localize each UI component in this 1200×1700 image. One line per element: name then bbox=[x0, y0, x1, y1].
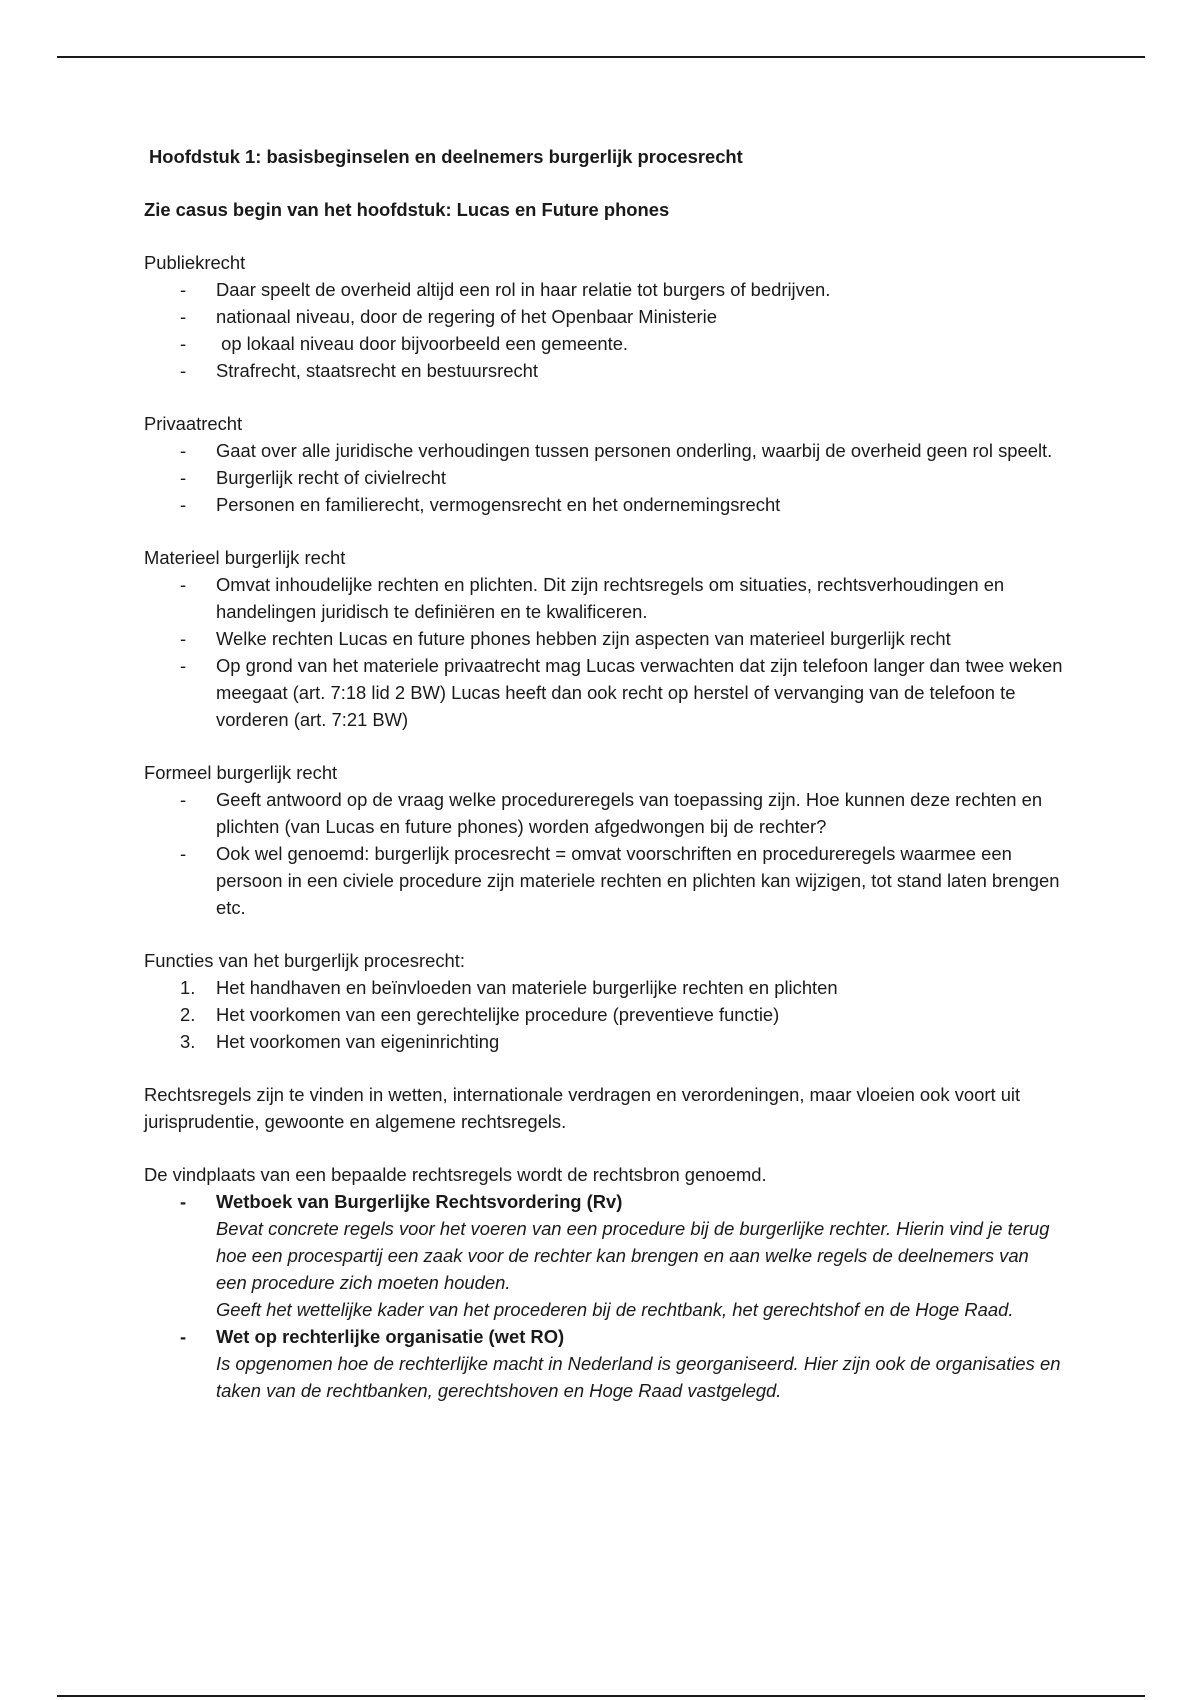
section-heading: Functies van het burgerlijk procesrecht: bbox=[144, 950, 465, 971]
list-item-text: op lokaal niveau door bijvoorbeeld een gemeente. bbox=[216, 333, 629, 354]
dash-marker: - bbox=[180, 333, 187, 354]
bullet-list bbox=[144, 437, 1064, 518]
list-item bbox=[144, 652, 1064, 733]
casus-line: Zie casus begin van het hoofdstuk: Lucas en Future phones bbox=[144, 199, 670, 220]
section-heading: Materieel burgerlijk recht bbox=[144, 547, 346, 568]
source-description: Bevat concrete regels voor het voeren van een procedure bij de burgerlijke rechter. Hierin vind je terug hoe een procespartij een zaak voor de rechter kan brengen en aan welke regels de deelnemers van een procedure zich moeten houden. bbox=[216, 1218, 1050, 1293]
numbered-list bbox=[144, 974, 1064, 1055]
source-description: Is opgenomen hoe de rechterlijke macht in Nederland is georganiseerd. Hier zijn ook de organisaties en taken van de rechtbanken, gerechtshoven en Hoge Raad vastgelegd. bbox=[216, 1353, 1061, 1401]
list-item-text: Het voorkomen van een gerechtelijke procedure (preventieve functie) bbox=[216, 1004, 780, 1025]
section-materieel-recht bbox=[144, 544, 1064, 733]
list-item-text: Strafrecht, staatsrecht en bestuursrecht bbox=[216, 360, 538, 381]
source-description: Geeft het wettelijke kader van het procederen bij de rechtbank, het gerechtshof en de Hoge Raad. bbox=[216, 1299, 1014, 1320]
bottom-rule bbox=[57, 1695, 1145, 1697]
list-item bbox=[144, 303, 1064, 330]
section-privaatrecht bbox=[144, 410, 1064, 518]
list-item bbox=[144, 786, 1064, 840]
vindplaats-intro: De vindplaats van een bepaalde rechtsregels wordt de rechtsbron genoemd. bbox=[144, 1164, 767, 1185]
source-item bbox=[144, 1188, 1064, 1323]
list-item bbox=[144, 571, 1064, 625]
list-item-text: Het handhaven en beïnvloeden van materiele burgerlijke rechten en plichten bbox=[216, 977, 838, 998]
dash-marker: - bbox=[180, 360, 187, 381]
section-functies bbox=[144, 947, 1064, 1055]
list-item bbox=[144, 625, 1064, 652]
list-item bbox=[144, 491, 1064, 518]
list-item-text: Geeft antwoord op de vraag welke procedureregels van toepassing zijn. Hoe kunnen deze rechten en plichten (van Lucas en future phones) worden afgedwongen bij de rechter? bbox=[216, 789, 1043, 837]
dash-marker: - bbox=[180, 467, 187, 488]
top-rule bbox=[57, 56, 1145, 58]
document-title: Hoofdstuk 1: basisbeginselen en deelnemers burgerlijk procesrecht bbox=[149, 146, 743, 167]
section-heading: Publiekrecht bbox=[144, 252, 246, 273]
list-item bbox=[144, 1001, 1064, 1028]
bullet-list bbox=[144, 786, 1064, 921]
list-item bbox=[144, 840, 1064, 921]
dash-marker: - bbox=[180, 789, 187, 810]
list-item-text: Ook wel genoemd: burgerlijk procesrecht = omvat voorschriften en procedureregels waarmee een persoon in een civiele procedure zijn materiele rechten en plichten kan wijzigen, tot stand laten brengen etc. bbox=[216, 843, 1060, 918]
number-marker: 1. bbox=[180, 977, 196, 998]
dash-marker: - bbox=[180, 440, 187, 461]
section-vindplaats bbox=[144, 1161, 1064, 1404]
list-item bbox=[144, 437, 1064, 464]
rechtsregels-paragraph: Rechtsregels zijn te vinden in wetten, internationale verdragen en verordeningen, maar vloeien ook voort uit jurisprudentie, gewoonte en algemene rechtsregels. bbox=[144, 1084, 1021, 1132]
dash-marker: - bbox=[180, 494, 187, 515]
source-name: Wetboek van Burgerlijke Rechtsvordering (Rv) bbox=[216, 1191, 623, 1212]
number-marker: 3. bbox=[180, 1031, 196, 1052]
dash-marker: - bbox=[180, 843, 187, 864]
section-formeel-recht bbox=[144, 759, 1064, 921]
list-item bbox=[144, 276, 1064, 303]
source-name: Wet op rechterlijke organisatie (wet RO) bbox=[216, 1326, 565, 1347]
list-item-text: Omvat inhoudelijke rechten en plichten. Dit zijn rechtsregels om situaties, rechtsverhoudingen en handelingen juridisch te definiëren en te kwalificeren. bbox=[216, 574, 1005, 622]
dash-marker: - bbox=[180, 279, 187, 300]
dash-marker: - bbox=[180, 306, 187, 327]
dash-marker: - bbox=[180, 1326, 187, 1347]
list-item bbox=[144, 1028, 1064, 1055]
list-item-text: nationaal niveau, door de regering of het Openbaar Ministerie bbox=[216, 306, 717, 327]
list-item-text: Personen en familierecht, vermogensrecht en het ondernemingsrecht bbox=[216, 494, 781, 515]
list-item-text: Het voorkomen van eigeninrichting bbox=[216, 1031, 500, 1052]
bullet-list bbox=[144, 571, 1064, 733]
source-list bbox=[144, 1188, 1064, 1404]
number-marker: 2. bbox=[180, 1004, 196, 1025]
section-heading: Privaatrecht bbox=[144, 413, 243, 434]
list-item-text: Welke rechten Lucas en future phones hebben zijn aspecten van materieel burgerlijk recht bbox=[216, 628, 951, 649]
dash-marker: - bbox=[180, 655, 187, 676]
list-item-text: Daar speelt de overheid altijd een rol in haar relatie tot burgers of bedrijven. bbox=[216, 279, 831, 300]
document-page bbox=[144, 143, 1064, 1404]
list-item bbox=[144, 464, 1064, 491]
source-item bbox=[144, 1323, 1064, 1404]
list-item-text: Burgerlijk recht of civielrecht bbox=[216, 467, 446, 488]
dash-marker: - bbox=[180, 628, 187, 649]
section-heading: Formeel burgerlijk recht bbox=[144, 762, 338, 783]
bullet-list bbox=[144, 276, 1064, 384]
list-item-text: Gaat over alle juridische verhoudingen tussen personen onderling, waarbij de overheid geen rol speelt. bbox=[216, 440, 1053, 461]
list-item bbox=[144, 974, 1064, 1001]
dash-marker: - bbox=[180, 574, 187, 595]
list-item bbox=[144, 330, 1064, 357]
list-item bbox=[144, 357, 1064, 384]
section-publiekrecht bbox=[144, 249, 1064, 384]
dash-marker: - bbox=[180, 1191, 187, 1212]
list-item-text: Op grond van het materiele privaatrecht mag Lucas verwachten dat zijn telefoon langer dan twee weken meegaat (art. 7:18 lid 2 BW) Lucas heeft dan ook recht op herstel of vervanging van de telefoon te vorderen (art. 7:21 BW) bbox=[216, 655, 1063, 730]
